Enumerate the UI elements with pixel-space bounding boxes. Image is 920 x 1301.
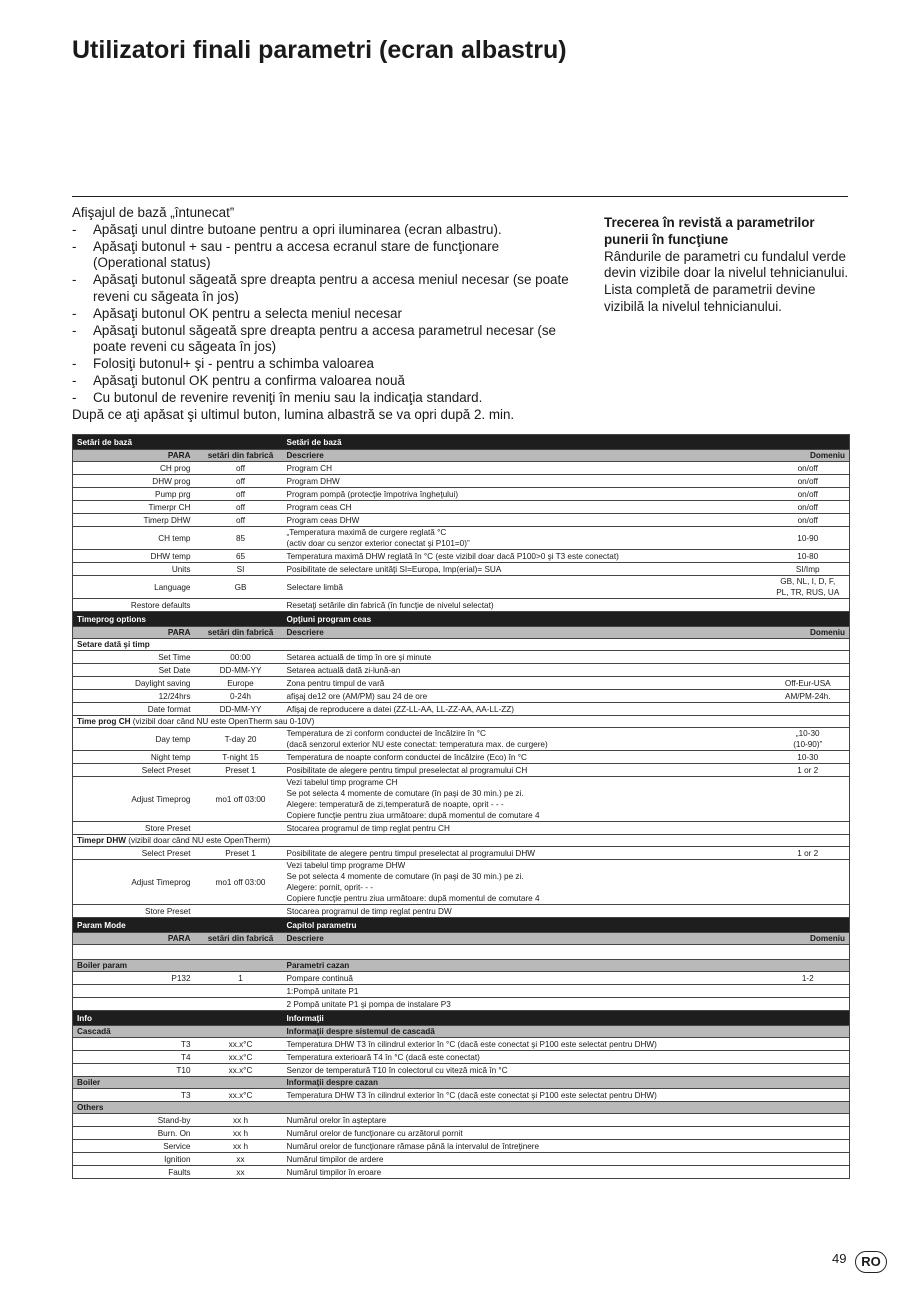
- list-item: - Apăsaţi butonul OK pentru a selecta meniul necesar: [72, 306, 572, 323]
- table-cell: 12/24hrs: [73, 690, 199, 703]
- subsection-header-row: [73, 960, 850, 972]
- table-cell: [199, 905, 283, 918]
- table-cell: Select Preset: [73, 847, 199, 860]
- list-item: - Apăsaţi unul dintre butoane pentru a opri iluminarea (ecran albastru).: [72, 222, 572, 239]
- group-label-row: [73, 639, 850, 651]
- table-cell: Descriere: [283, 627, 767, 639]
- table-cell: Posibilitate de alegere pentru timpul preselectat al programului CH: [283, 764, 767, 777]
- table-cell: Setări de bază: [73, 435, 283, 450]
- table-cell: Faults: [73, 1166, 199, 1179]
- table-cell: Cascadă: [73, 1026, 283, 1038]
- table-cell: Domeniu: [767, 450, 850, 462]
- table-row: [73, 1114, 850, 1127]
- table-cell: Date format: [73, 703, 199, 716]
- table-cell: xx h: [199, 1127, 283, 1140]
- table-row: [73, 1089, 850, 1102]
- table-cell: PARA: [73, 933, 199, 945]
- table-cell: [767, 1166, 850, 1179]
- table-cell: Preset 1: [199, 764, 283, 777]
- table-cell: Set Date: [73, 664, 199, 677]
- table-cell: xx.x°C: [199, 1064, 283, 1077]
- table-cell: on/off: [767, 475, 850, 488]
- table-cell: Program pompă (protecţie împotriva îngheţului): [283, 488, 767, 501]
- table-cell: 10-30: [767, 751, 850, 764]
- table-cell: xx h: [199, 1114, 283, 1127]
- column-header-row: [73, 933, 850, 945]
- side-paragraph: Rândurile de parametri cu fundalul verde devin vizibile doar la nivelul tehnicianului.: [604, 248, 849, 281]
- table-row: [73, 1166, 850, 1179]
- table-row: [73, 728, 850, 751]
- table-cell: Resetaţi setările din fabrică (în funcţie de nivelul selectat): [283, 599, 767, 612]
- table-cell: Pump prg: [73, 488, 199, 501]
- page-number: 49: [832, 1251, 847, 1266]
- table-cell: Selectare limbă: [283, 576, 767, 599]
- table-row: [73, 475, 850, 488]
- list-item: - Cu butonul de revenire reveniţi în meniu sau la indicaţia standard.: [72, 390, 572, 407]
- table-cell: Stand-by: [73, 1114, 199, 1127]
- table-cell: on/off: [767, 462, 850, 475]
- group-note: (vizibil doar când NU este OpenTherm sau 0-10V): [130, 717, 315, 726]
- table-cell: xx.x°C: [199, 1038, 283, 1051]
- table-cell: Units: [73, 563, 199, 576]
- table-cell: Capitol parametru: [283, 918, 850, 933]
- table-cell: [767, 1064, 850, 1077]
- table-cell: [199, 985, 283, 998]
- parameters-table: [72, 434, 850, 1179]
- divider: [72, 196, 848, 197]
- table-cell: Service: [73, 1140, 199, 1153]
- table-cell: [767, 822, 850, 835]
- table-cell: Afişaj de reproducere a datei (ZZ-LL-AA, LL-ZZ-AA, AA-LL-ZZ): [283, 703, 767, 716]
- table-cell: „Temperatura maximă de curgere reglată °C (activ doar cu senzor exterior conectat şi P101=0)”: [283, 527, 767, 550]
- list-item: - Apăsaţi butonul săgeată spre dreapta pentru a accesa parametrul necesar (se poate reveni cu săgeata în jos): [72, 323, 572, 357]
- table-row: [73, 1127, 850, 1140]
- table-cell: 0-24h: [199, 690, 283, 703]
- table-cell: off: [199, 501, 283, 514]
- empty-row: [73, 945, 850, 960]
- table-cell: [73, 945, 850, 960]
- group-note: (vizibil doar când NU este OpenTherm): [125, 836, 271, 845]
- table-cell: GB: [199, 576, 283, 599]
- table-cell: xx.x°C: [199, 1089, 283, 1102]
- table-cell: [73, 835, 850, 847]
- table-cell: on/off: [767, 514, 850, 527]
- table-cell: P132: [73, 972, 199, 985]
- table-cell: [767, 1089, 850, 1102]
- table-cell: [767, 1153, 850, 1166]
- table-cell: 65: [199, 550, 283, 563]
- table-row: [73, 488, 850, 501]
- table-cell: 85: [199, 527, 283, 550]
- table-cell: 2 Pompă unitate P1 şi pompa de instalare P3: [283, 998, 767, 1011]
- subsection-header-row: [73, 1102, 850, 1114]
- table-cell: Stocarea programul de timp reglat pentru DW: [283, 905, 767, 918]
- table-cell: [73, 998, 199, 1011]
- table-cell: Set Time: [73, 651, 199, 664]
- table-row: [73, 462, 850, 475]
- table-cell: [767, 1127, 850, 1140]
- table-row: [73, 751, 850, 764]
- table-cell: Numărul orelor de funcţionare rămase până la intervalul de întreţinere: [283, 1140, 767, 1153]
- table-cell: PARA: [73, 450, 199, 462]
- table-cell: [767, 998, 850, 1011]
- table-row: [73, 777, 850, 822]
- table-cell: DD-MM-YY: [199, 664, 283, 677]
- table-cell: Timeprog options: [73, 612, 283, 627]
- table-row: [73, 664, 850, 677]
- table-cell: CH temp: [73, 527, 199, 550]
- table-cell: Stocarea programul de timp reglat pentru CH: [283, 822, 767, 835]
- list-item: - Folosiţi butonul+ şi - pentru a schimba valoarea: [72, 356, 572, 373]
- table-cell: off: [199, 475, 283, 488]
- table-cell: xx h: [199, 1140, 283, 1153]
- table-row: [73, 1064, 850, 1077]
- table-cell: GB, NL, I, D, F, PL, TR, RUS, UA: [767, 576, 850, 599]
- table-cell: [199, 822, 283, 835]
- table-cell: [767, 1038, 850, 1051]
- table-row: [73, 985, 850, 998]
- table-cell: 1 or 2: [767, 847, 850, 860]
- table-cell: Temperatura maximă DHW reglată în °C (este vizibil doar dacă P100>0 şi T3 este conectat): [283, 550, 767, 563]
- table-cell: xx: [199, 1166, 283, 1179]
- table-cell: Adjust Timeprog: [73, 860, 199, 905]
- table-cell: setări din fabrică: [199, 627, 283, 639]
- table-row: [73, 847, 850, 860]
- table-row: [73, 563, 850, 576]
- table-cell: Boiler param: [73, 960, 283, 972]
- table-cell: Informaţii despre sistemul de cascadă: [283, 1026, 850, 1038]
- table-row: [73, 905, 850, 918]
- table-cell: Posibilitate de selectare unităţi SI=Europa, Imp(erial)= SUA: [283, 563, 767, 576]
- table-cell: Setarea actuală dată zi-lună-an: [283, 664, 767, 677]
- table-cell: T4: [73, 1051, 199, 1064]
- table-cell: on/off: [767, 488, 850, 501]
- table-row: [73, 550, 850, 563]
- table-cell: Temperatura de zi conform conductei de încălzire în °C (dacă senzorul exterior NU este conectat: temperatura max. de curgere): [283, 728, 767, 751]
- table-cell: [73, 639, 850, 651]
- table-cell: off: [199, 514, 283, 527]
- table-row: [73, 1038, 850, 1051]
- intro-heading: Afişajul de bază „întunecat”: [72, 205, 235, 220]
- table-row: [73, 514, 850, 527]
- table-cell: 10-90: [767, 527, 850, 550]
- table-row: [73, 703, 850, 716]
- table-cell: Temperatura DHW T3 în cilindrul exterior în °C (dacă este conectat şi P100 este selectat pentru DHW): [283, 1089, 767, 1102]
- table-cell: xx: [199, 1153, 283, 1166]
- table-row: [73, 677, 850, 690]
- group-label-row: [73, 716, 850, 728]
- table-cell: T-day 20: [199, 728, 283, 751]
- table-cell: DHW prog: [73, 475, 199, 488]
- table-row: [73, 690, 850, 703]
- table-cell: Store Preset: [73, 905, 199, 918]
- table-cell: Vezi tabelul timp programe DHW Se pot selecta 4 momente de comutare (în paşi de 30 min.) pe zi. Alegere: pornit, oprit- - - Copiere funcţie pentru ziua următoare: după momentul de comutare 4: [283, 860, 767, 905]
- subsection-header-row: [73, 1026, 850, 1038]
- table-cell: 1 or 2: [767, 764, 850, 777]
- table-cell: Domeniu: [767, 627, 850, 639]
- table-cell: Numărul orelor în aşteptare: [283, 1114, 767, 1127]
- section-header-row: [73, 918, 850, 933]
- group-label: Setare dată şi timp: [77, 640, 150, 649]
- table-cell: SI/Imp: [767, 563, 850, 576]
- side-heading: Trecerea în revistă a parametrilor punerii în funcţiune: [604, 215, 815, 247]
- table-row: [73, 860, 850, 905]
- table-cell: Info: [73, 1011, 283, 1026]
- table-cell: T3: [73, 1038, 199, 1051]
- table-cell: [767, 905, 850, 918]
- group-label-row: [73, 835, 850, 847]
- table-row: [73, 501, 850, 514]
- table-cell: Zona pentru timpul de vară: [283, 677, 767, 690]
- table-cell: 00:00: [199, 651, 283, 664]
- table-cell: CH prog: [73, 462, 199, 475]
- table-cell: Timerp DHW: [73, 514, 199, 527]
- table-cell: Pompare continuă: [283, 972, 767, 985]
- table-cell: Numărul timpilor de ardere: [283, 1153, 767, 1166]
- table-cell: setări din fabrică: [199, 450, 283, 462]
- table-cell: 10-80: [767, 550, 850, 563]
- table-row: [73, 822, 850, 835]
- table-cell: Informaţii: [283, 1011, 850, 1026]
- table-cell: Senzor de temperatură T10 în colectorul cu viteză mică în °C: [283, 1064, 767, 1077]
- table-cell: [767, 1114, 850, 1127]
- table-cell: mo1 off 03:00: [199, 860, 283, 905]
- language-badge: RO: [855, 1251, 887, 1273]
- table-cell: [767, 1051, 850, 1064]
- table-cell: Temperatura DHW T3 în cilindrul exterior în °C (dacă este conectat şi P100 este selectat pentru DHW): [283, 1038, 767, 1051]
- table-cell: xx.x°C: [199, 1051, 283, 1064]
- table-cell: Informaţii despre cazan: [283, 1077, 850, 1089]
- table-row: [73, 527, 850, 550]
- table-cell: Program CH: [283, 462, 767, 475]
- table-cell: Restore defaults: [73, 599, 199, 612]
- table-cell: Numărul timpilor în eroare: [283, 1166, 767, 1179]
- table-cell: Vezi tabelul timp programe CH Se pot selecta 4 momente de comutare (în paşi de 30 min.) pe zi. Alegere: temperatură de zi,temperatură de noapte, oprit - - - Copiere funcţie pentru ziua următoare: după momentul de comutare 4: [283, 777, 767, 822]
- table-cell: T3: [73, 1089, 199, 1102]
- table-cell: 1: [199, 972, 283, 985]
- table-cell: AM/PM-24h.: [767, 690, 850, 703]
- table-cell: Language: [73, 576, 199, 599]
- table-cell: [767, 1140, 850, 1153]
- table-cell: Night temp: [73, 751, 199, 764]
- table-cell: Off-Eur-USA: [767, 677, 850, 690]
- intro-footer: După ce aţi apăsat şi ultimul buton, lumina albastră se va opri după 2. min.: [72, 406, 515, 422]
- table-cell: T-night 15: [199, 751, 283, 764]
- side-paragraph: Lista completă de parametrii devine vizibilă la nivelul tehnicianului.: [604, 282, 816, 314]
- table-cell: Descriere: [283, 450, 767, 462]
- table-cell: [767, 599, 850, 612]
- table-cell: Store Preset: [73, 822, 199, 835]
- table-cell: [767, 777, 850, 822]
- table-cell: T10: [73, 1064, 199, 1077]
- table-cell: Temperatura de noapte conform conductei de încălzire (Eco) în °C: [283, 751, 767, 764]
- table-cell: [767, 651, 850, 664]
- table-cell: [73, 985, 199, 998]
- intro-instructions: [72, 205, 572, 423]
- table-cell: 1:Pompă unitate P1: [283, 985, 767, 998]
- table-row: [73, 1153, 850, 1166]
- table-cell: Domeniu: [767, 933, 850, 945]
- table-cell: setări din fabrică: [199, 933, 283, 945]
- table-cell: [73, 716, 850, 728]
- table-cell: [767, 703, 850, 716]
- group-label: Timepr DHW: [77, 836, 126, 845]
- list-item: - Apăsaţi butonul OK pentru a confirma valoarea nouă: [72, 373, 572, 390]
- table-row: [73, 764, 850, 777]
- table-cell: off: [199, 488, 283, 501]
- table-row: [73, 1051, 850, 1064]
- table-cell: Program DHW: [283, 475, 767, 488]
- table-cell: Burn. On: [73, 1127, 199, 1140]
- section-header-row: [73, 612, 850, 627]
- table-cell: Europe: [199, 677, 283, 690]
- table-cell: Program ceas DHW: [283, 514, 767, 527]
- column-header-row: [73, 627, 850, 639]
- table-cell: on/off: [767, 501, 850, 514]
- subsection-header-row: [73, 1077, 850, 1089]
- table-cell: Posibilitate de alegere pentru timpul preselectat al programului DHW: [283, 847, 767, 860]
- table-cell: [767, 860, 850, 905]
- table-cell: PARA: [73, 627, 199, 639]
- table-cell: Ignition: [73, 1153, 199, 1166]
- section-header-row: [73, 1011, 850, 1026]
- table-row: [73, 1140, 850, 1153]
- table-cell: Timerpr CH: [73, 501, 199, 514]
- table-cell: Temperatura exterioară T4 în °C (dacă este conectat): [283, 1051, 767, 1064]
- group-label: Time prog CH: [77, 717, 131, 726]
- table-cell: Setări de bază: [283, 435, 850, 450]
- table-cell: „10-30 (10-90)”: [767, 728, 850, 751]
- table-cell: Adjust Timeprog: [73, 777, 199, 822]
- table-cell: off: [199, 462, 283, 475]
- table-cell: DD-MM-YY: [199, 703, 283, 716]
- table-cell: [199, 998, 283, 1011]
- table-cell: [199, 599, 283, 612]
- table-row: [73, 599, 850, 612]
- table-cell: afişaj de12 ore (AM/PM) sau 24 de ore: [283, 690, 767, 703]
- table-cell: [283, 1102, 850, 1114]
- table-row: [73, 576, 850, 599]
- list-item: - Apăsaţi butonul săgeată spre dreapta pentru a accesa meniul necesar (se poate reveni cu săgeata în jos): [72, 272, 572, 306]
- table-cell: Preset 1: [199, 847, 283, 860]
- table-cell: [767, 664, 850, 677]
- list-item: - Apăsaţi butonul + sau - pentru a accesa ecranul stare de funcţionare (Operational status): [72, 239, 572, 273]
- table-cell: SI: [199, 563, 283, 576]
- table-cell: Param Mode: [73, 918, 283, 933]
- table-cell: Parametri cazan: [283, 960, 850, 972]
- table-cell: Setarea actuală de timp în ore şi minute: [283, 651, 767, 664]
- table-cell: 1-2: [767, 972, 850, 985]
- page-title: Utilizatori finali parametri (ecran albastru): [72, 36, 567, 64]
- table-cell: Descriere: [283, 933, 767, 945]
- table-cell: Daylight saving: [73, 677, 199, 690]
- column-header-row: [73, 450, 850, 462]
- side-note: [604, 215, 849, 316]
- table-cell: Opţiuni program ceas: [283, 612, 850, 627]
- table-cell: Numărul orelor de funcţionare cu arzătorul pornit: [283, 1127, 767, 1140]
- table-cell: [767, 985, 850, 998]
- table-cell: DHW temp: [73, 550, 199, 563]
- table-cell: Day temp: [73, 728, 199, 751]
- table-cell: mo1 off 03:00: [199, 777, 283, 822]
- table-cell: Program ceas CH: [283, 501, 767, 514]
- table-cell: Select Preset: [73, 764, 199, 777]
- section-header-row: [73, 435, 850, 450]
- table-cell: Others: [73, 1102, 283, 1114]
- table-cell: Boiler: [73, 1077, 283, 1089]
- table-row: [73, 998, 850, 1011]
- table-row: [73, 972, 850, 985]
- table-row: [73, 651, 850, 664]
